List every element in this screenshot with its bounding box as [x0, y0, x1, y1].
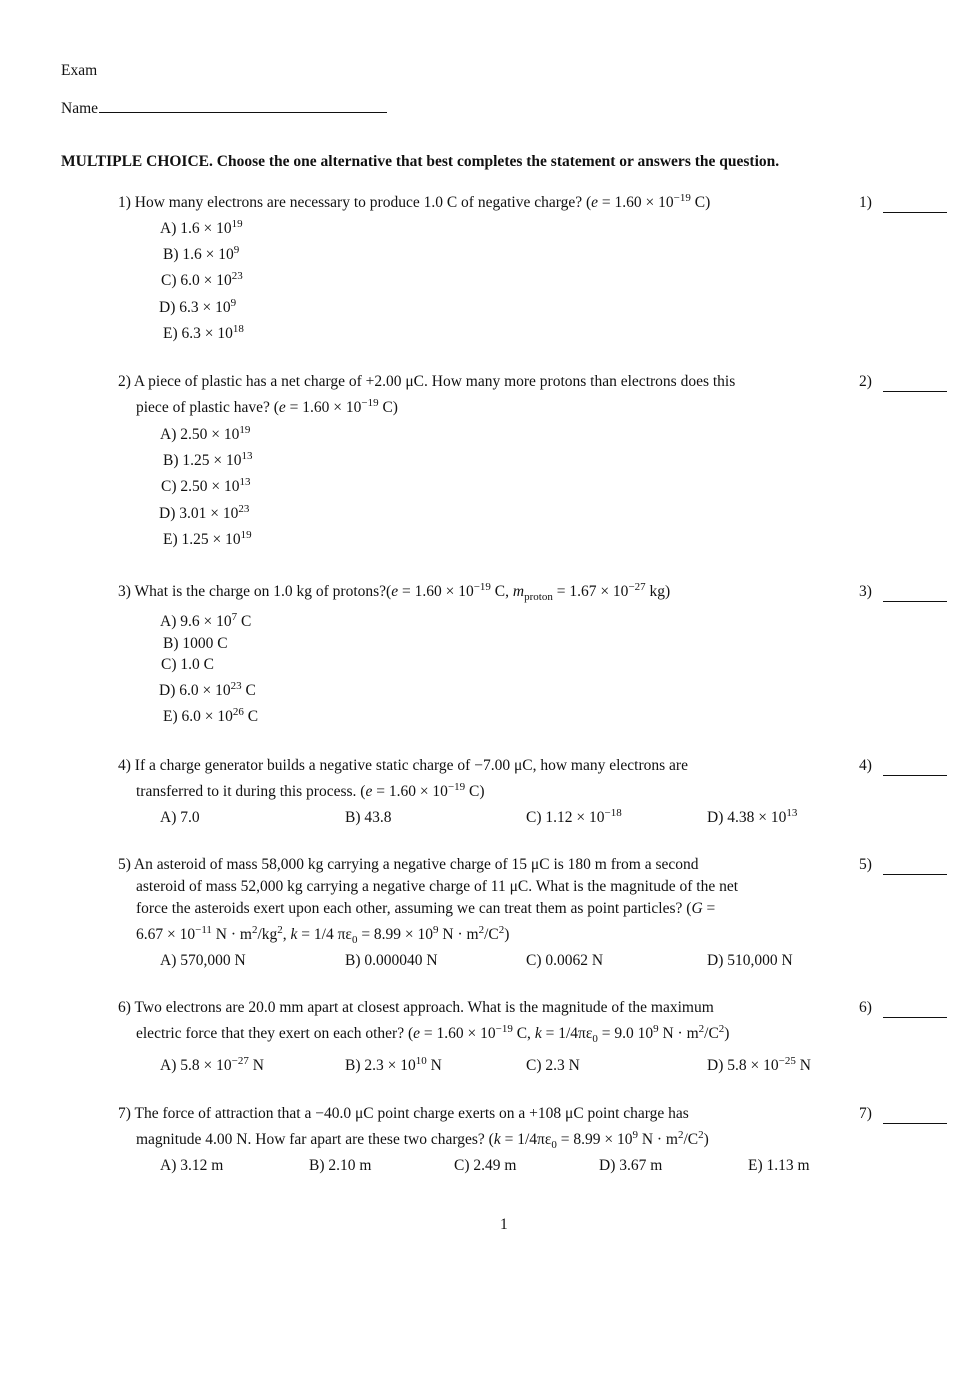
name-field[interactable] — [61, 98, 387, 118]
question-text: 5) An asteroid of mass 58,000 kg carrying a negative charge of 15 μC is 180 m from a second — [118, 856, 699, 873]
choice-e[interactable]: E) $6.3 \times 10^{18}$ — [163, 323, 244, 342]
answer-blank[interactable] — [883, 587, 947, 602]
name-blank-line[interactable] — [99, 98, 387, 113]
answer-number: 3) — [859, 583, 872, 600]
page-number: 1 — [500, 1216, 508, 1233]
question-text: 4) If a charge generator builds a negative static charge of −7.00 μC, how many electrons are — [118, 757, 688, 774]
answer-blank[interactable] — [883, 377, 947, 392]
choice-a[interactable]: A) $9.6 \times 10^7$ C — [160, 611, 252, 630]
choice-b[interactable]: B) $2.3 \times 10^{10}$ N — [345, 1055, 442, 1074]
question-text: 2) A piece of plastic has a net charge of +2.00 μC. How many more protons than electrons does this — [118, 373, 736, 390]
choice-d[interactable]: D) $6.0 \times 10^{23}$ C — [159, 680, 256, 699]
question-text-cont: transferred to it during this process. ($e = 1.60 \times 10^{-19}$ C) — [136, 781, 485, 800]
choice-e[interactable]: E) $6.0 \times 10^{26}$ C — [163, 706, 259, 725]
choice-c[interactable]: C) 2.49 m — [454, 1157, 517, 1174]
question-text-cont: asteroid of mass 52,000 kg carrying a negative charge of 11 μC. What is the magnitude of the net — [136, 878, 739, 895]
answer-number: 6) — [859, 999, 872, 1016]
answer-number: 1) — [859, 194, 872, 211]
choice-b[interactable]: B) 43.8 — [345, 809, 392, 826]
choice-c[interactable]: C) 0.0062 N — [526, 952, 604, 969]
question-text-cont: force the asteroids exert upon each other, assuming we can treat them as point particles? (G = — [136, 900, 716, 917]
choice-a[interactable]: A) 3.12 m — [160, 1157, 224, 1174]
question-text-cont: piece of plastic have? ($e = 1.60 \times 10^{-19}$ C) — [136, 397, 398, 416]
answer-number: 5) — [859, 856, 872, 873]
question-text: 7) The force of attraction that a −40.0 μC point charge exerts on a +108 μC point charge has — [118, 1105, 689, 1122]
choice-d[interactable]: D) $5.8 \times 10^{-25}$ N — [707, 1055, 811, 1074]
choice-a[interactable]: A) $2.50 \times 10^{19}$ — [160, 424, 251, 443]
choice-a[interactable]: A) 570,000 N — [160, 952, 246, 969]
choice-b[interactable]: B) $1.6 \times 10^9$ — [163, 244, 240, 263]
question-text: 6) Two electrons are 20.0 mm apart at closest approach. What is the magnitude of the maximum — [118, 999, 714, 1016]
answer-number: 4) — [859, 757, 872, 774]
choice-c[interactable]: C) 2.3 N — [526, 1057, 580, 1074]
name-label: Name — [61, 100, 99, 117]
choice-e[interactable]: E) $1.25 \times 10^{19}$ — [163, 529, 252, 548]
choice-e[interactable]: E) 1.13 m — [748, 1157, 810, 1174]
exam-label: Exam — [61, 62, 98, 79]
question-text-cont: $6.67 \times 10^{-11}$ $N \cdot m^2/kg^2$, k = 1/4 $\pi\varepsilon_0 = 8.99 \times 10^9$ $N \cdot m^2/C^2$) — [136, 924, 510, 946]
choice-d[interactable]: D) $6.3 \times 10^9$ — [159, 297, 237, 316]
choice-a[interactable]: A) 7.0 — [160, 809, 200, 826]
choice-b[interactable]: B) 2.10 m — [309, 1157, 372, 1174]
answer-blank[interactable] — [883, 761, 947, 776]
choice-d[interactable]: D) $4.38 \times 10^{13}$ — [707, 807, 798, 826]
question-text: 3) What is the charge on 1.0 kg of protons?(e = $1.60 \times 10^{-19}$ C, $m_{proton} = 1.67 \times 10^{-27}$ kg) — [118, 581, 671, 603]
question-text-cont: magnitude 4.00 N. How far apart are these two charges? ($k = 1/4\pi\varepsilon_0 = 8.99 \times 10^9$ $N \cdot m^2/C^2$) — [136, 1129, 709, 1151]
question-text-cont: electric force that they exert on each other? ($e = 1.60 \times 10^{-19}$ C, $k = 1/4\pi\varepsilon_0 = 9.0$ $10^9$ $N \cdot m^2/C^2$) — [136, 1023, 730, 1045]
answer-blank[interactable] — [883, 198, 947, 213]
choice-d[interactable]: D) 510,000 N — [707, 952, 793, 969]
answer-blank[interactable] — [883, 860, 947, 875]
choice-c[interactable]: C) 1.0 C — [161, 656, 214, 673]
answer-blank[interactable] — [883, 1109, 947, 1124]
answer-number: 7) — [859, 1105, 872, 1122]
choice-a[interactable]: A) $5.8 \times 10^{-27}$ N — [160, 1055, 264, 1074]
answer-blank[interactable] — [883, 1003, 947, 1018]
choice-d[interactable]: D) 3.67 m — [599, 1157, 663, 1174]
question-text: 1) How many electrons are necessary to produce 1.0 C of negative charge? ($e = 1.60 \times 10^{-19}$ C) — [118, 192, 711, 211]
instructions: MULTIPLE CHOICE. Choose the one alternative that best completes the statement or answers the question. — [61, 153, 780, 170]
choice-b[interactable]: B) 1000 C — [163, 635, 228, 652]
choice-b[interactable]: B) $1.25 \times 10^{13}$ — [163, 450, 253, 469]
choice-a[interactable]: A) $1.6 \times 10^{19}$ — [160, 218, 243, 237]
choice-c[interactable]: C) $1.12 \times 10^{-18}$ — [526, 807, 622, 826]
choice-b[interactable]: B) 0.000040 N — [345, 952, 438, 969]
choice-c[interactable]: C) $6.0 \times 10^{23}$ — [161, 270, 243, 289]
choice-c[interactable]: C) $2.50 \times 10^{13}$ — [161, 476, 251, 495]
answer-number: 2) — [859, 373, 872, 390]
choice-d[interactable]: D) $3.01 \times 10^{23}$ — [159, 503, 250, 522]
